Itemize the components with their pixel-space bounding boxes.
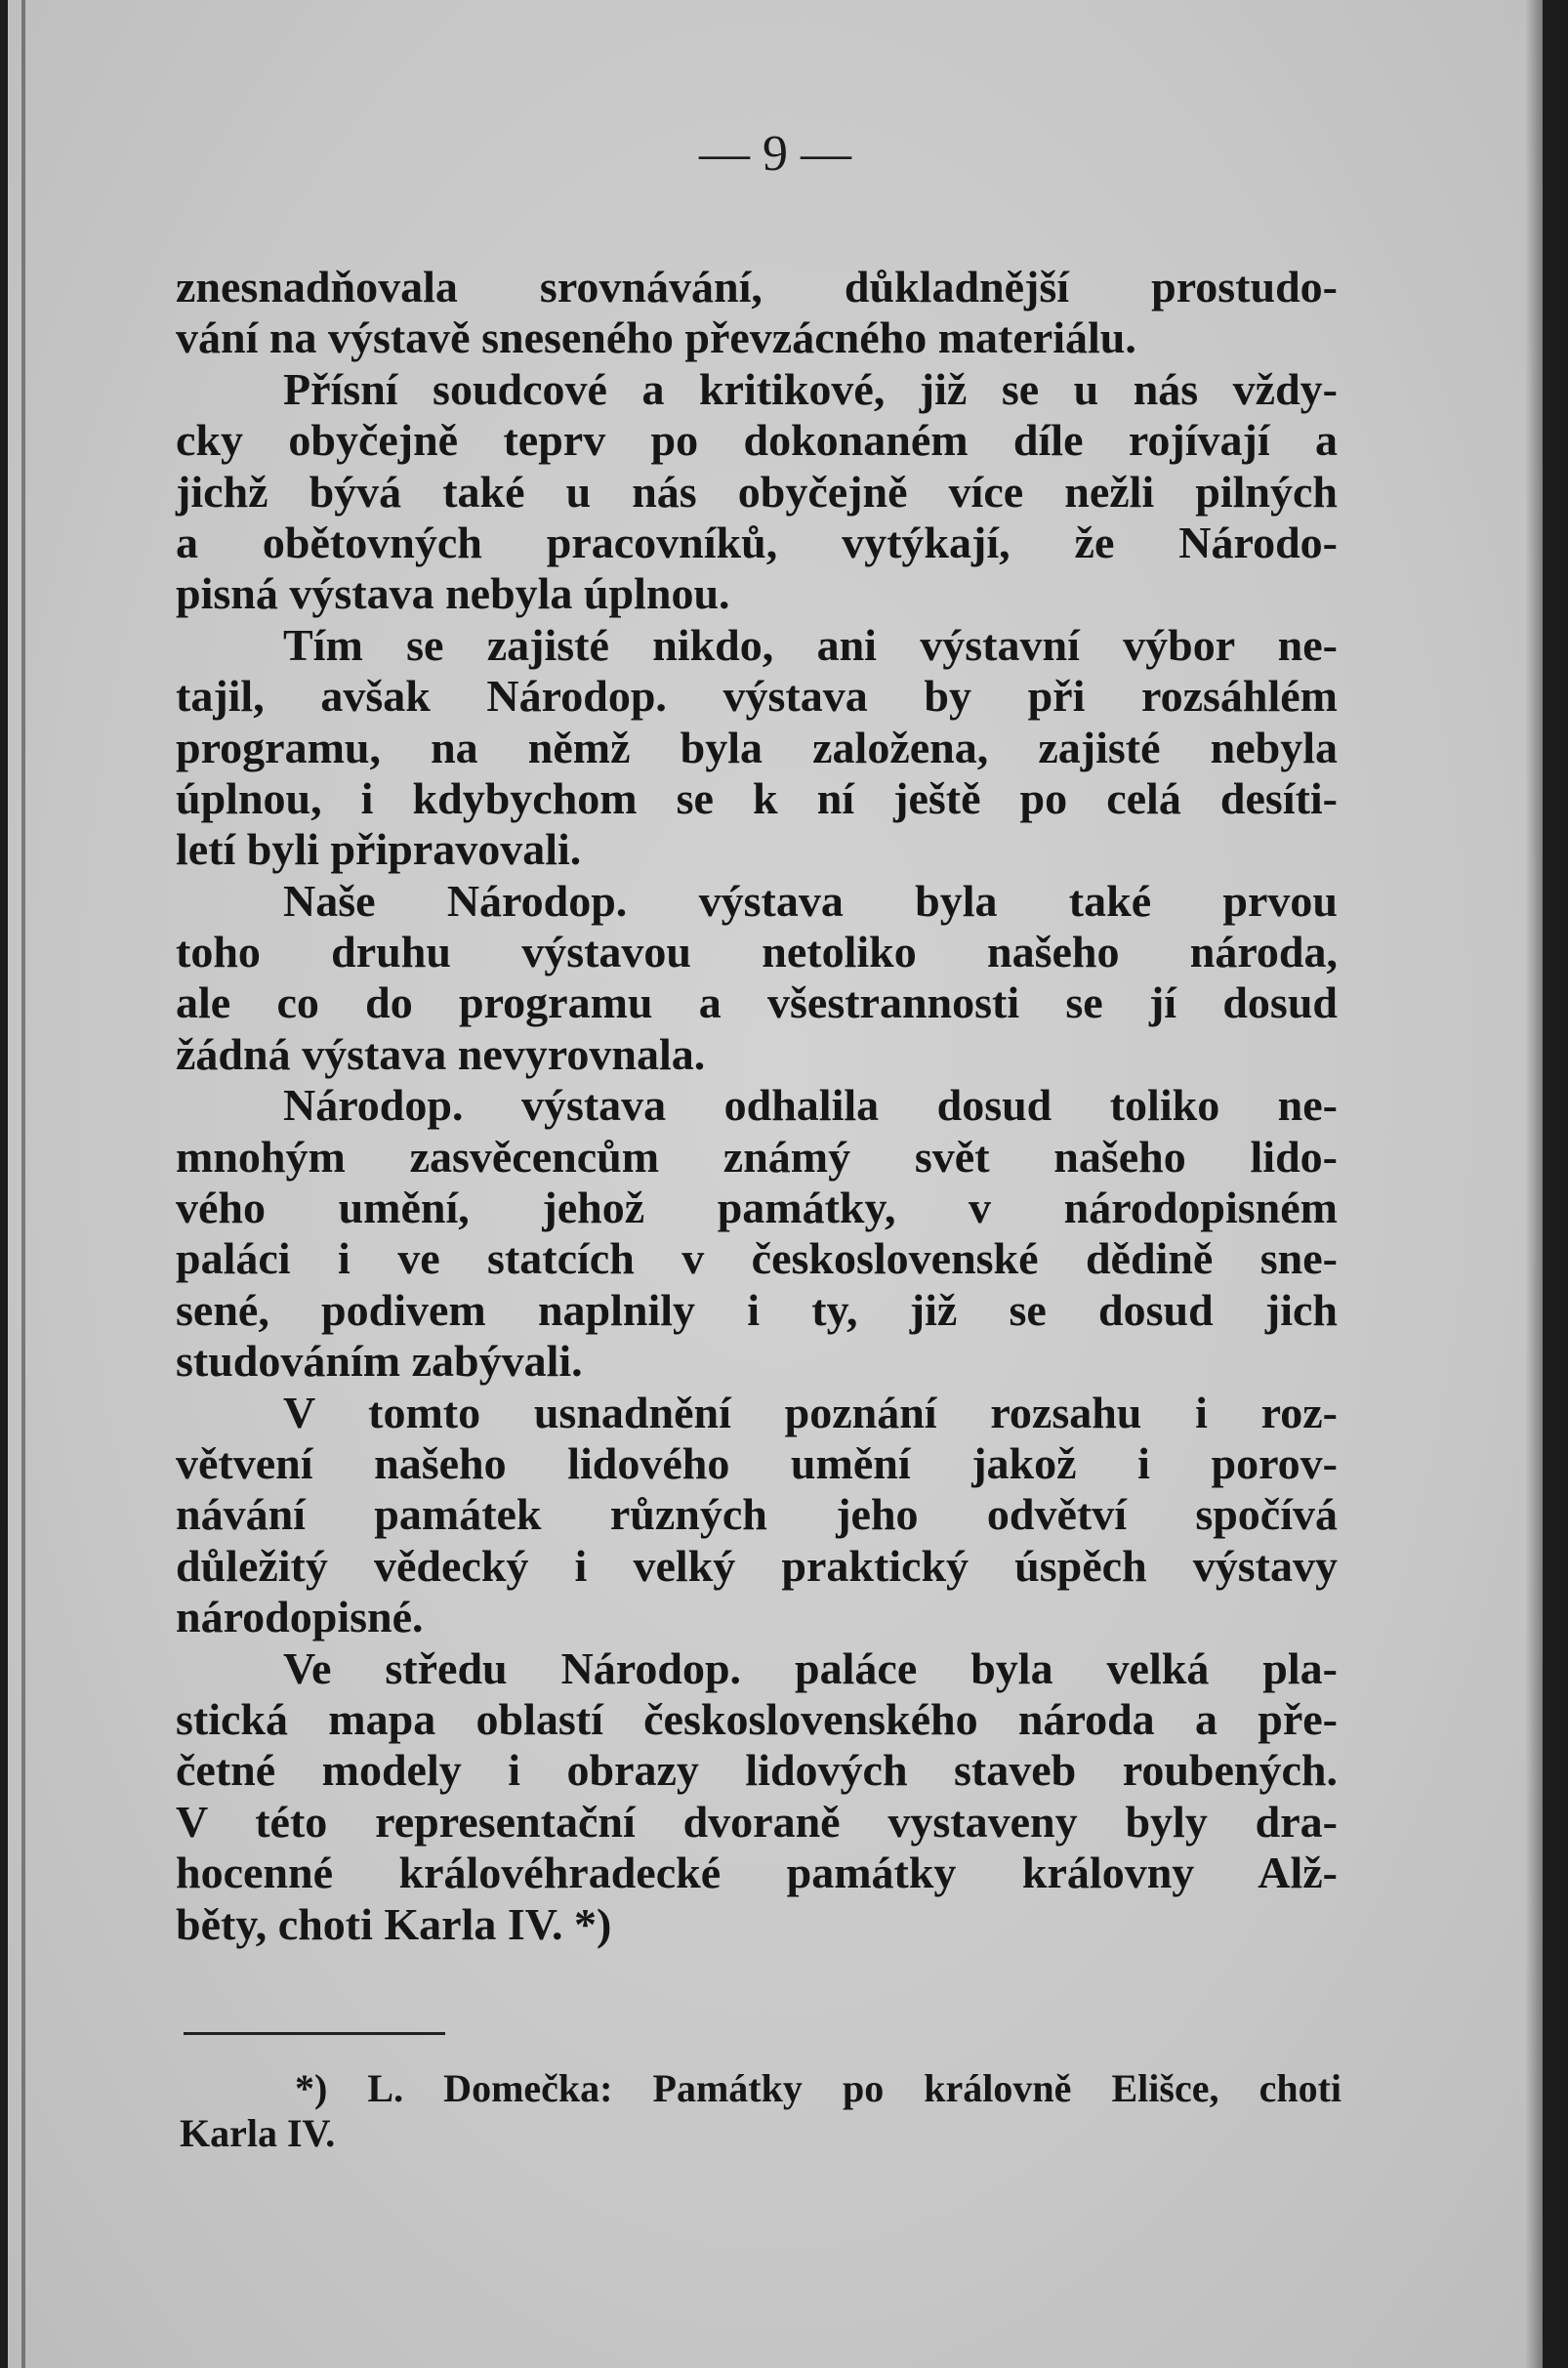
- text-line: programu, na němž byla založena, zajisté nebyla: [176, 722, 1338, 772]
- text-line: paláci i ve statcích v československé dědině sne-: [176, 1233, 1338, 1284]
- text-line: znesnadňovala srovnávání, důkladnější prostudo-: [176, 262, 1338, 312]
- text-line: stická mapa oblastí československého národa a pře-: [176, 1693, 1338, 1744]
- text-line: vého umění, jehož památky, v národopisném: [176, 1183, 1338, 1233]
- book-page: [8, 0, 1543, 2368]
- text-line: Přísní soudcové a kritikové, již se u nás vždy-: [283, 363, 1338, 414]
- text-line: ale co do programu a všestrannosti se jí dosud: [176, 977, 1338, 1028]
- text-line: jichž bývá také u nás obyčejně více nežli pilných: [176, 466, 1338, 517]
- text-line: cky obyčejně teprv po dokonaném díle rojívají a: [176, 415, 1338, 466]
- text-line: návání památek různých jeho odvětví spočívá: [176, 1489, 1338, 1540]
- text-line: pisná výstava nebyla úplnou.: [176, 568, 730, 619]
- footnote: [180, 2066, 1341, 2156]
- text-line: studováním zabývali.: [176, 1336, 583, 1387]
- text-line: mnohým zasvěcencům známý svět našeho lido-: [176, 1131, 1338, 1182]
- footnote-line: Karla IV.: [180, 2111, 336, 2155]
- binding-edge: [21, 0, 25, 2368]
- text-line: národopisné.: [176, 1592, 424, 1642]
- text-line: sené, podivem naplnily i ty, již se dosud jich: [176, 1284, 1338, 1335]
- text-line: V tomto usnadnění poznání rozsahu i roz-: [283, 1387, 1338, 1437]
- text-line: Národop. výstava odhalila dosud toliko ne-: [283, 1080, 1338, 1131]
- footnote-rule: [184, 2032, 445, 2035]
- text-line: úplnou, i kdybychom se k ní ještě po celá desíti-: [176, 772, 1338, 823]
- text-line: důležitý vědecký i velký praktický úspěch výstavy: [176, 1540, 1338, 1591]
- text-line: tajil, avšak Národop. výstava by při rozsáhlém: [176, 671, 1338, 722]
- text-line: V této representační dvoraně vystaveny byly dra-: [176, 1796, 1338, 1847]
- text-line: a obětovných pracovníků, vytýkají, že Národo-: [176, 517, 1338, 567]
- page-number: — 9 —: [699, 126, 851, 182]
- text-line: četné modely i obrazy lidových staveb roubených.: [176, 1745, 1338, 1796]
- text-line: běty, choti Karla IV. *): [176, 1898, 612, 1949]
- body-text: [176, 262, 1338, 1950]
- text-line: vání na výstavě sneseného převzácného materiálu.: [176, 312, 1136, 363]
- footnote-line: *) L. Domečka: Památky po královně Elišce, choti: [295, 2066, 1341, 2110]
- text-line: Naše Národop. výstava byla také prvou: [283, 875, 1338, 926]
- text-line: Ve středu Národop. paláce byla velká pla-: [283, 1642, 1338, 1693]
- text-line: toho druhu výstavou netoliko našeho národa,: [176, 927, 1338, 977]
- text-line: Tím se zajisté nikdo, ani výstavní výbor ne-: [283, 619, 1338, 670]
- text-line: letí byli připravovali.: [176, 824, 582, 875]
- text-line: žádná výstava nevyrovnala.: [176, 1028, 706, 1079]
- text-line: hocenné královéhradecké památky královny Alž-: [176, 1848, 1338, 1898]
- text-line: větvení našeho lidového umění jakož i porov-: [176, 1437, 1338, 1488]
